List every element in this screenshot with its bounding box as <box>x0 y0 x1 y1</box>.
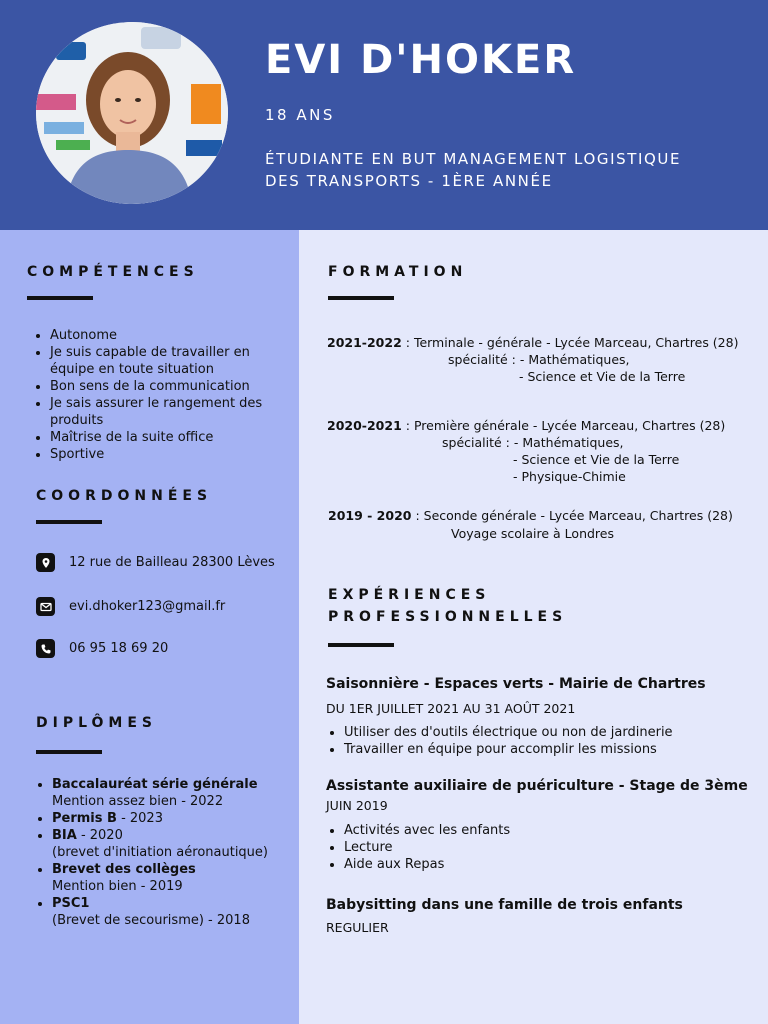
coordonnees-title: COORDONNÉES <box>36 488 213 504</box>
list-item <box>52 810 268 827</box>
experiences-title-line-1: EXPÉRIENCES <box>328 587 491 603</box>
diploma-detail: (brevet d'initiation aéronautique) <box>52 845 268 860</box>
list-item <box>52 827 268 861</box>
header-banner <box>0 0 768 230</box>
formation-entry <box>327 417 725 485</box>
address-row <box>36 553 275 572</box>
diploma-detail: (Brevet de secourisme) - 2018 <box>52 913 250 928</box>
job-tasks <box>326 724 673 758</box>
formation-year: 2019 - 2020 <box>328 508 412 523</box>
job-date: JUIN 2019 <box>326 798 388 813</box>
formation-entry <box>328 507 733 542</box>
job-date: REGULIER <box>326 920 389 935</box>
email-link[interactable]: evi.dhoker123@gmail.fr <box>69 599 226 614</box>
formation-year: 2021-2022 <box>327 335 402 350</box>
job-title: Assistante auxiliaire de puériculture - Stage de 3ème <box>326 778 748 794</box>
formation-divider <box>328 296 394 300</box>
experiences-title-line-2: PROFESSIONNELLES <box>328 609 568 625</box>
mail-icon <box>36 597 55 616</box>
job-title: Saisonnière - Espaces verts - Mairie de Chartres <box>326 676 706 692</box>
phone-text: 06 95 18 69 20 <box>69 641 169 656</box>
diploma-detail: Mention bien - 2019 <box>52 879 183 894</box>
diploma-name: PSC1 <box>52 896 90 911</box>
diploma-year: - 2023 <box>116 811 163 826</box>
address-text: 12 rue de Bailleau 28300 Lèves <box>69 555 275 570</box>
diplomes-title: DIPLÔMES <box>36 715 157 731</box>
phone-icon <box>36 639 55 658</box>
diploma-detail: Mention assez bien - 2022 <box>52 794 224 809</box>
list-item: • Je suis capable de travailler en équipe en toute situation <box>50 344 286 378</box>
formation-speciality-line: - Science et Vie de la Terre <box>519 369 686 384</box>
diplomes-divider <box>36 750 102 754</box>
formation-speciality: spécialité : - Mathématiques, <box>442 435 624 450</box>
formation-speciality-line: - Physique-Chimie <box>513 469 626 484</box>
formation-speciality: spécialité : - Mathématiques, <box>448 352 630 367</box>
list-item: • Aide aux Repas <box>344 856 510 873</box>
competences-list <box>26 327 286 463</box>
map-pin-icon <box>36 553 55 572</box>
list-item: • Je sais assurer le rangement des produits <box>50 395 286 429</box>
role-line-1: ÉTUDIANTE EN BUT MANAGEMENT LOGISTIQUE <box>265 150 682 168</box>
diploma-name: Permis B <box>52 811 117 826</box>
phone-row <box>36 639 168 658</box>
diploma-name: BIA <box>52 828 77 843</box>
list-item <box>52 861 268 895</box>
formation-school: : Première générale - Lycée Marceau, Chartres (28) <box>401 418 726 433</box>
list-item <box>52 776 268 810</box>
profile-photo-illustration <box>36 22 228 204</box>
profile-photo <box>36 22 228 204</box>
diplomes-list <box>28 776 268 929</box>
formation-title: FORMATION <box>328 264 468 280</box>
list-item: • Activités avec les enfants <box>344 822 510 839</box>
coordonnees-divider <box>36 520 102 524</box>
list-item: • Maîtrise de la suite office <box>50 429 286 446</box>
job-title: Babysitting dans une famille de trois enfants <box>326 897 683 913</box>
formation-note: Voyage scolaire à Londres <box>451 526 615 541</box>
list-item <box>52 895 268 929</box>
list-item: • Lecture <box>344 839 510 856</box>
experiences-divider <box>328 643 394 647</box>
candidate-age: 18 ANS <box>265 106 335 124</box>
candidate-role <box>265 148 745 192</box>
formation-school: : Terminale - générale - Lycée Marceau, Chartres (28) <box>401 335 739 350</box>
candidate-name: EVI D'HOKER <box>265 37 577 83</box>
job-date: DU 1ER JUILLET 2021 AU 31 AOÛT 2021 <box>326 701 576 716</box>
competences-title: COMPÉTENCES <box>27 264 199 280</box>
experiences-title <box>328 584 567 628</box>
job-tasks <box>326 822 510 873</box>
competences-divider <box>27 296 93 300</box>
list-item: • Utiliser des d'outils électrique ou non de jardinerie <box>344 724 673 741</box>
formation-entry <box>327 334 738 385</box>
diploma-name: Brevet des collèges <box>52 862 196 877</box>
list-item: • Travailler en équipe pour accomplir les missions <box>344 741 673 758</box>
diploma-name: Baccalauréat série générale <box>52 777 258 792</box>
formation-school: : Seconde générale - Lycée Marceau, Chartres (28) <box>411 508 733 523</box>
email-row <box>36 597 225 616</box>
list-item: • Sportive <box>50 446 286 463</box>
role-line-2: DES TRANSPORTS - 1ÈRE ANNÉE <box>265 172 553 190</box>
formation-year: 2020-2021 <box>327 418 402 433</box>
list-item: • Autonome <box>50 327 286 344</box>
diploma-year: - 2020 <box>76 828 123 843</box>
formation-speciality-line: - Science et Vie de la Terre <box>513 452 680 467</box>
list-item: • Bon sens de la communication <box>50 378 286 395</box>
